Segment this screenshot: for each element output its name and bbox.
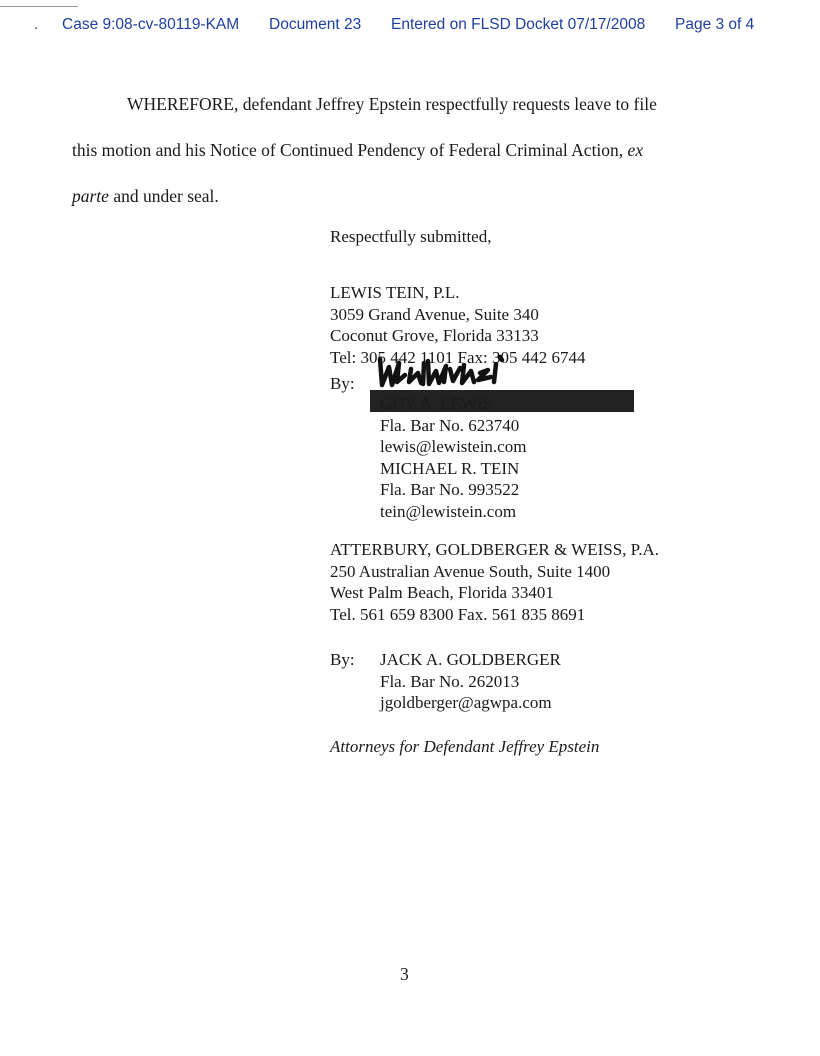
by-label: By:: [330, 374, 355, 393]
paragraph-line: [72, 188, 219, 206]
paragraph-italic: ex: [627, 140, 644, 160]
attorney-email: jgoldberger@agwpa.com: [380, 693, 552, 712]
firm-address-line: West Palm Beach, Florida 33401: [330, 583, 554, 602]
firm-address-line: 3059 Grand Avenue, Suite 340: [330, 304, 539, 324]
paragraph-text: this motion and his Notice of Continued Pendency of Federal Criminal Action,: [72, 140, 628, 160]
attorney-email: lewis@lewistein.com: [380, 437, 527, 456]
header-mark: .: [34, 16, 39, 33]
bar-number: Fla. Bar No. 262013: [380, 671, 520, 691]
attorney-email: tein@lewistein.com: [380, 501, 517, 521]
attorney-list: [380, 393, 527, 521]
closing-line: Respectfully submitted,: [330, 227, 492, 246]
top-rule: [0, 6, 78, 7]
paragraph-line: [72, 142, 643, 160]
page-number: 3: [400, 964, 409, 984]
attorneys-for-line: Attorneys for Defendant Jeffrey Epstein: [330, 737, 600, 756]
firm-phone: Tel. 561 659 8300 Fax. 561 835 8691: [330, 604, 586, 624]
paragraph-line: WHEREFORE, defendant Jeffrey Epstein respectfully requests leave to file: [127, 94, 657, 114]
header-entered-date: Entered on FLSD Docket 07/17/2008: [391, 16, 646, 33]
by-label: By:: [330, 650, 355, 669]
attorney-name: JACK A. GOLDBERGER: [380, 650, 561, 669]
firm-address-line: 250 Australian Avenue South, Suite 1400: [330, 561, 611, 581]
attorney-name: MICHAEL R. TEIN: [380, 458, 520, 478]
firm-name: LEWIS TEIN, P.L.: [330, 283, 460, 302]
bar-number: Fla. Bar No. 993522: [380, 480, 520, 499]
header-case-number: Case 9:08-cv-80119-KAM: [62, 16, 240, 33]
handwritten-signature: [376, 351, 526, 391]
header-document-number: Document 23: [269, 16, 362, 33]
attorney-name: GUY A. LEWIS: [380, 394, 493, 413]
bar-number: Fla. Bar No. 623740: [380, 415, 520, 435]
header-page-count: Page 3 of 4: [675, 16, 755, 33]
firm-phone: Tel: 305 442 1101 Fax: 305 442 6744: [330, 347, 586, 367]
attorney-list: [380, 649, 561, 712]
firm-atterbury: [330, 539, 659, 625]
firm-name: ATTERBURY, GOLDBERGER & WEISS, P.A.: [330, 540, 660, 559]
paragraph-text: and under seal.: [108, 186, 219, 206]
paragraph-italic: parte: [72, 186, 109, 206]
docket-header: [0, 16, 820, 38]
firm-address-line: Coconut Grove, Florida 33133: [330, 326, 539, 345]
